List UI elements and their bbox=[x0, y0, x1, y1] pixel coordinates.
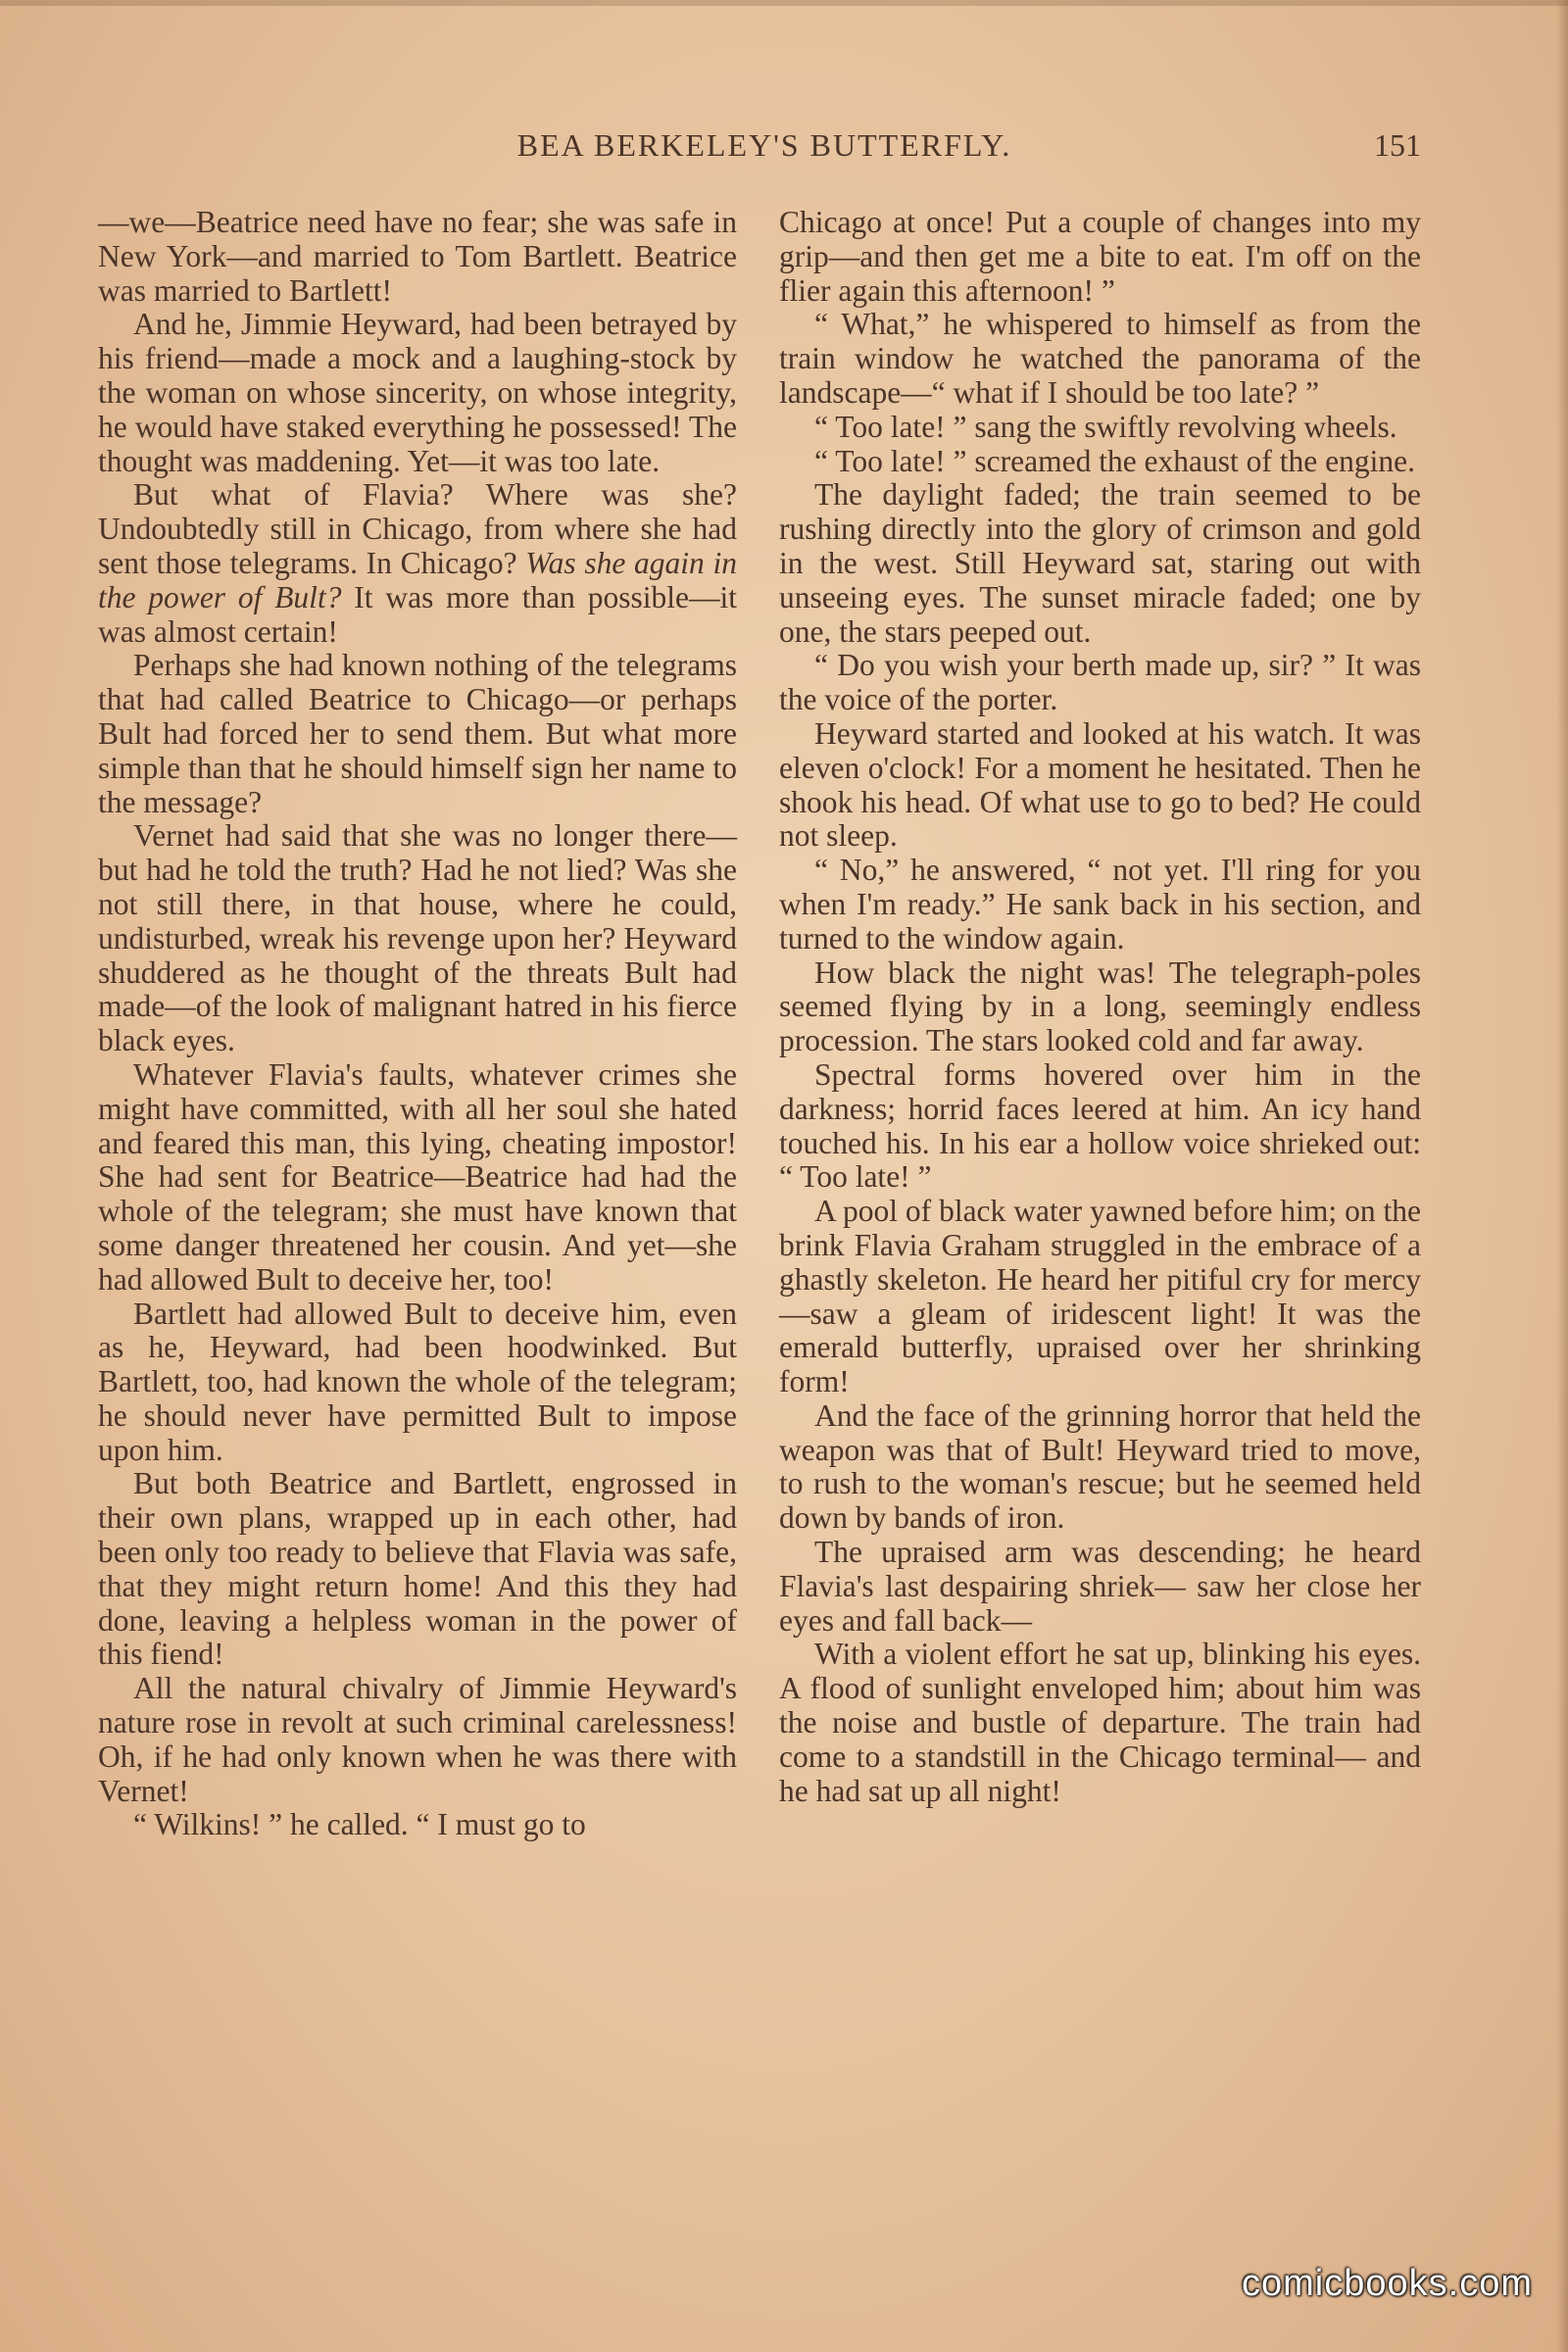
paragraph: Heyward started and looked at his watch. It was eleven o'clock! For a moment he hesitated. Then he shook his head. Of what use to go to bed? He could not sleep. bbox=[779, 715, 1421, 854]
paragraph: Perhaps she had known nothing of the telegrams that had called Beatrice to Chicago—or perhaps Bult had forced her to send them. But what more simple than that he should himself sign her name to the message? bbox=[98, 648, 737, 819]
paragraph-text: But what of Flavia? Where was she? Undoubtedly still in Chicago, from where she had sent those telegrams. In Chicago? bbox=[98, 477, 737, 580]
paragraph: And the face of the grinning horror that held the weapon was that of Bult! Heyward tried to move, to rush to the woman's rescue; but he seemed held down by bands of iron. bbox=[779, 1397, 1421, 1536]
paragraph: All the natural chivalry of Jimmie Heyward's nature rose in revolt at such criminal carelessness! Oh, if he had only known when he was there with Vernet! bbox=[98, 1671, 737, 1808]
running-title: BEA BERKELEY'S BUTTERFLY. bbox=[516, 127, 1012, 163]
watermark: comicbooks.com bbox=[1242, 2263, 1533, 2304]
left-column bbox=[98, 206, 737, 1842]
italic-question: Was she again in the power of Bult? bbox=[98, 545, 737, 614]
paragraph: “ Wilkins! ” he called. “ I must go to bbox=[133, 1807, 586, 1842]
paragraph: But both Beatrice and Bartlett, engrossed in their own plans, wrapped up in each other, had been only too ready to believe that Flavia was safe, that they might return home! And this they had done, leaving a helpless woman in the power of this fiend! bbox=[98, 1466, 737, 1672]
paragraph: The daylight faded; the train seemed to be rushing directly into the glory of crimson and gold in the west. Still Heyward sat, staring out with unseeing eyes. The sunset miracle faded; one by one, the stars peeped out. bbox=[779, 477, 1421, 649]
paragraph: Chicago at once! Put a couple of changes into my grip—and then get me a bite to eat. I'm off on the flier again this afternoon! ” bbox=[779, 205, 1421, 308]
paragraph: “ What,” he whispered to himself as from the train window he watched the panorama of the landscape—“ what if I should be too late? ” bbox=[779, 307, 1421, 410]
paragraph: Whatever Flavia's faults, whatever crimes she might have committed, with all her soul she hated and feared this man, this lying, cheating impostor! She had sent for Beatrice—Beatrice had had the whole of the telegram; she must have known that some danger threatened her cousin. And yet—she had allowed Bult to deceive her, too! bbox=[98, 1056, 737, 1297]
running-header bbox=[0, 127, 1568, 174]
paragraph: And he, Jimmie Heyward, had been betrayed by his friend—made a mock and a laughing-stock by the woman on whose sincerity, on whose integrity, he would have staked everything he possessed! The thought was maddening. Yet—it was too late. bbox=[98, 307, 737, 478]
paragraph bbox=[98, 478, 737, 649]
paragraph: With a violent effort he sat up, blinking his eyes. A flood of sunlight enveloped him; about him was the noise and bustle of departure. The train had come to a standstill in the Chicago terminal— and he had sat up all night! bbox=[779, 1637, 1421, 1808]
paragraph: Spectral forms hovered over him in the darkness; horrid faces leered at him. An icy hand touched his. In his ear a hollow voice shrieked out: “ Too late! ” bbox=[779, 1056, 1421, 1195]
paragraph: Bartlett had allowed Bult to deceive him, even as he, Heyward, had been hoodwinked. But Bartlett, too, had known the whole of the telegram; he should never have permitted Bult to impose upon him. bbox=[98, 1296, 737, 1467]
paragraph: “ Too late! ” sang the swiftly revolving wheels. bbox=[814, 409, 1397, 444]
page-number: 151 bbox=[1374, 127, 1421, 163]
paragraph-text: It was more than possible—it was almost certain! bbox=[98, 579, 738, 649]
paragraph: —we—Beatrice need have no fear; she was safe in New York—and married to Tom Bartlett. Beatrice was married to Bartlett! bbox=[98, 205, 737, 308]
paragraph: “ Do you wish your berth made up, sir? ” It was the voice of the porter. bbox=[779, 648, 1421, 717]
paragraph: “ Too late! ” screamed the exhaust of the engine. bbox=[814, 443, 1415, 478]
paragraph: “ No,” he answered, “ not yet. I'll ring for you when I'm ready.” He sank back in his section, and turned to the window again. bbox=[779, 853, 1421, 956]
paragraph: Vernet had said that she was no longer there—but had he told the truth? Had he not lied? Was she not still there, in that house, where he could, undisturbed, wreak his revenge upon her? Heyward shuddered as he thought of the threats Bult had made—of the look of malignant hatred in his fierce black eyes. bbox=[98, 818, 737, 1058]
page-right-edge bbox=[1556, 0, 1568, 2352]
right-column bbox=[779, 206, 1421, 1808]
paragraph: A pool of black water yawned before him; on the brink Flavia Graham struggled in the embrace of a ghastly skeleton. He heard her pitiful cry for mercy —saw a gleam of iridescent light! It was the emerald butterfly, upraised over her shrinking form! bbox=[779, 1194, 1421, 1399]
page-top-edge bbox=[0, 0, 1568, 6]
paragraph: How black the night was! The telegraph-poles seemed flying by in a long, seemingly endless procession. The stars looked cold and far away. bbox=[779, 955, 1421, 1058]
paragraph: The upraised arm was descending; he heard Flavia's last despairing shriek— saw her close her eyes and fall back— bbox=[779, 1535, 1421, 1638]
